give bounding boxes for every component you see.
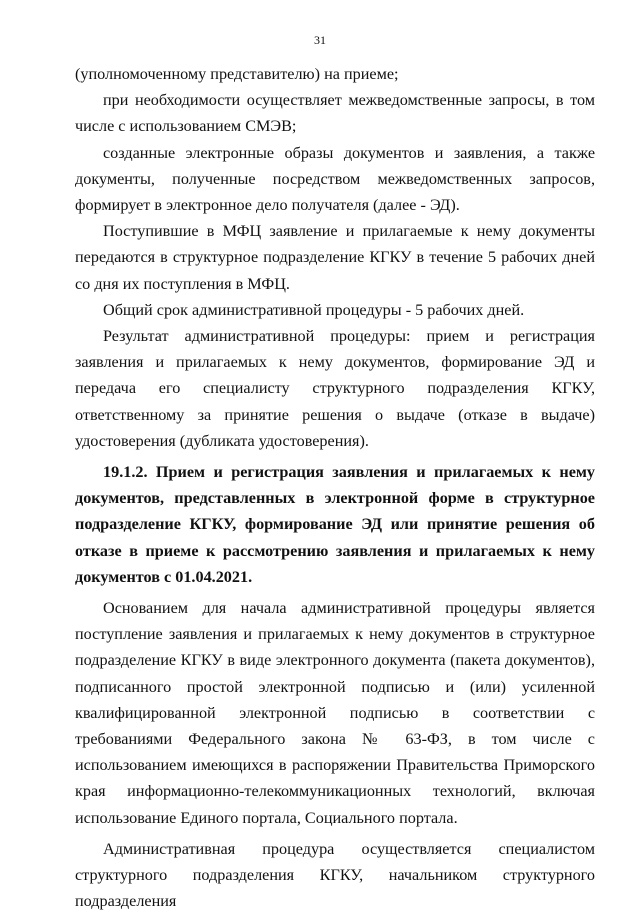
paragraph-interagency-requests: при необходимости осуществляет межведомственные запросы, в том числе с использованием СМЭВ; xyxy=(75,91,595,136)
document-body xyxy=(75,61,595,915)
paragraph-procedure-result: Результат административной процедуры: прием и регистрация заявления и прилагаемых к нему документов, формирование ЭД и передача его специалисту структурного подразделения КГКУ, ответственному за принятие решения о выдаче (отказе в выдаче) удостоверения (дубликата удостоверения). xyxy=(75,327,595,450)
paragraph-continuation: (уполномоченному представителю) на приеме; xyxy=(75,65,399,83)
paragraph-total-duration: Общий срок административной процедуры - 5 рабочих дней. xyxy=(103,300,525,319)
paragraph-mfc-transfer: Поступившие в МФЦ заявление и прилагаемые к нему документы передаются в структурное подразделение КГКУ в течение 5 рабочих дней со дня их поступления в МФЦ. xyxy=(75,222,595,293)
paragraph-electronic-images: созданные электронные образы документов и заявления, а также документы, полученные посредством межведомственных запросов, формирует в электронное дело получателя (далее - ЭД). xyxy=(75,143,595,215)
page-number: 31 xyxy=(314,33,326,47)
section-heading-19-1-2: 19.1.2. Прием и регистрация заявления и прилагаемых к нему документов, представленных в электронной форме в структурное подразделение КГКУ, формирование ЭД или принятие решения об отказе в приеме к рассмотрению заявления и прилагаемых к нему документов с 01.04.2021. xyxy=(75,463,595,586)
paragraph-procedure-basis: Основанием для начала административной процедуры является поступление заявления и прилагаемых к нему документов в структурное подразделение КГКУ в виде электронного документа (пакета документов), подписанного простой электронной подписью и (или) усиленной квалифицированной электронной подписью в соответствии с требованиями Федерального закона № 63-ФЗ, в том числе с использованием имеющихся в распоряжении Правительства Приморского края информационно-телекоммуникационных технологий, включая использование Единого портала, Социального портала. xyxy=(75,599,595,827)
paragraph-procedure-executor: Административная процедура осуществляется специалистом структурного подразделения КГКУ, начальником структурного подразделения xyxy=(75,839,595,911)
